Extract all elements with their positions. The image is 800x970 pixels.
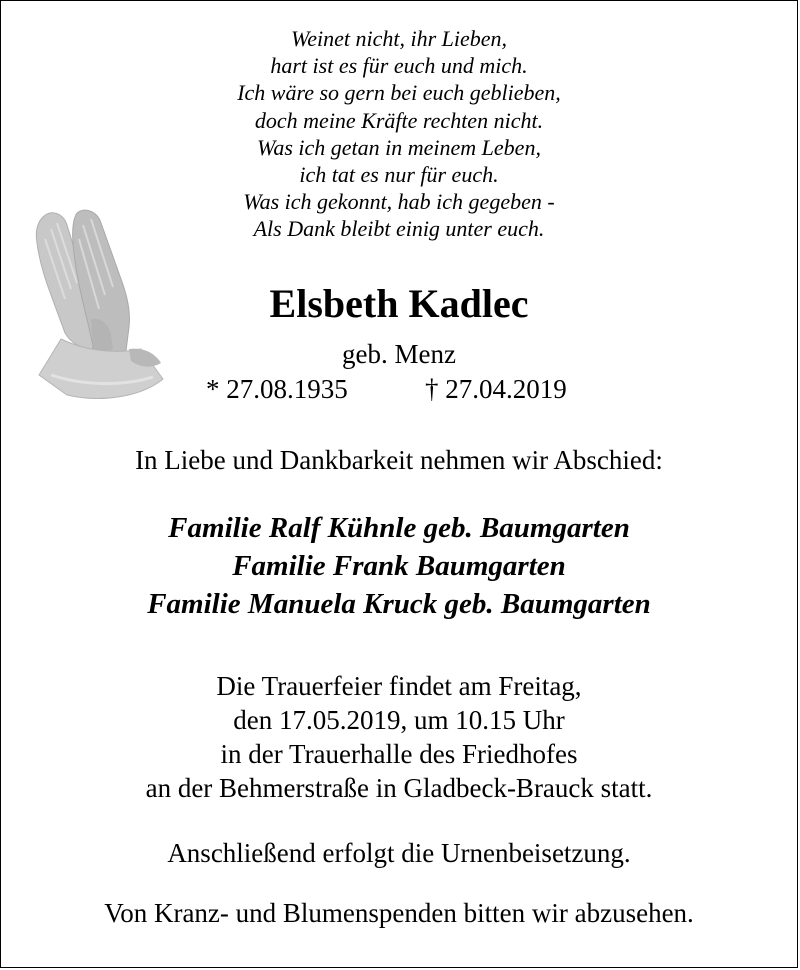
family-name: Familie Ralf Kühnle geb. Baumgarten	[168, 512, 630, 544]
birth-date: * 27.08.1935	[206, 374, 348, 404]
maiden-name: geb. Menz	[342, 339, 456, 369]
ceremony-line: in der Trauerhalle des Friedhofes	[220, 739, 578, 769]
poem-line: doch meine Kräfte rechten nicht.	[254, 107, 544, 133]
family-name: Familie Frank Baumgarten	[232, 550, 566, 582]
ceremony-line: an der Behmerstraße in Gladbeck-Brauck statt.	[145, 773, 653, 803]
mourning-families	[1, 509, 797, 623]
ceremony-line: Die Trauerfeier findet am Freitag,	[216, 671, 582, 701]
flowers-note: Von Kranz- und Blumenspenden bitten wir abzusehen.	[104, 898, 694, 928]
urn-burial-note: Anschließend erfolgt die Urnenbeisetzung.	[167, 838, 631, 868]
poem-line: Weinet nicht, ihr Lieben,	[290, 26, 508, 51]
poem-line: Was ich getan in meinem Leben,	[257, 134, 541, 160]
poem-line: Ich wäre so gern bei euch geblieben,	[237, 80, 561, 106]
poem-line: Was ich gekonnt, hab ich gegeben -	[243, 189, 555, 215]
farewell-line: In Liebe und Dankbarkeit nehmen wir Abschied:	[135, 445, 663, 475]
death-date: † 27.04.2019	[425, 374, 567, 404]
ceremony-line: den 17.05.2019, um 10.15 Uhr	[233, 705, 565, 735]
poem-line: hart ist es für euch und mich.	[270, 53, 528, 79]
deceased-name: Elsbeth Kadlec	[269, 281, 529, 326]
funeral-details	[1, 669, 797, 805]
poem-line: Als Dank bleibt einig unter euch.	[253, 216, 545, 242]
poem-line: ich tat es nur für euch.	[299, 162, 499, 188]
family-name: Familie Manuela Kruck geb. Baumgarten	[147, 588, 651, 620]
